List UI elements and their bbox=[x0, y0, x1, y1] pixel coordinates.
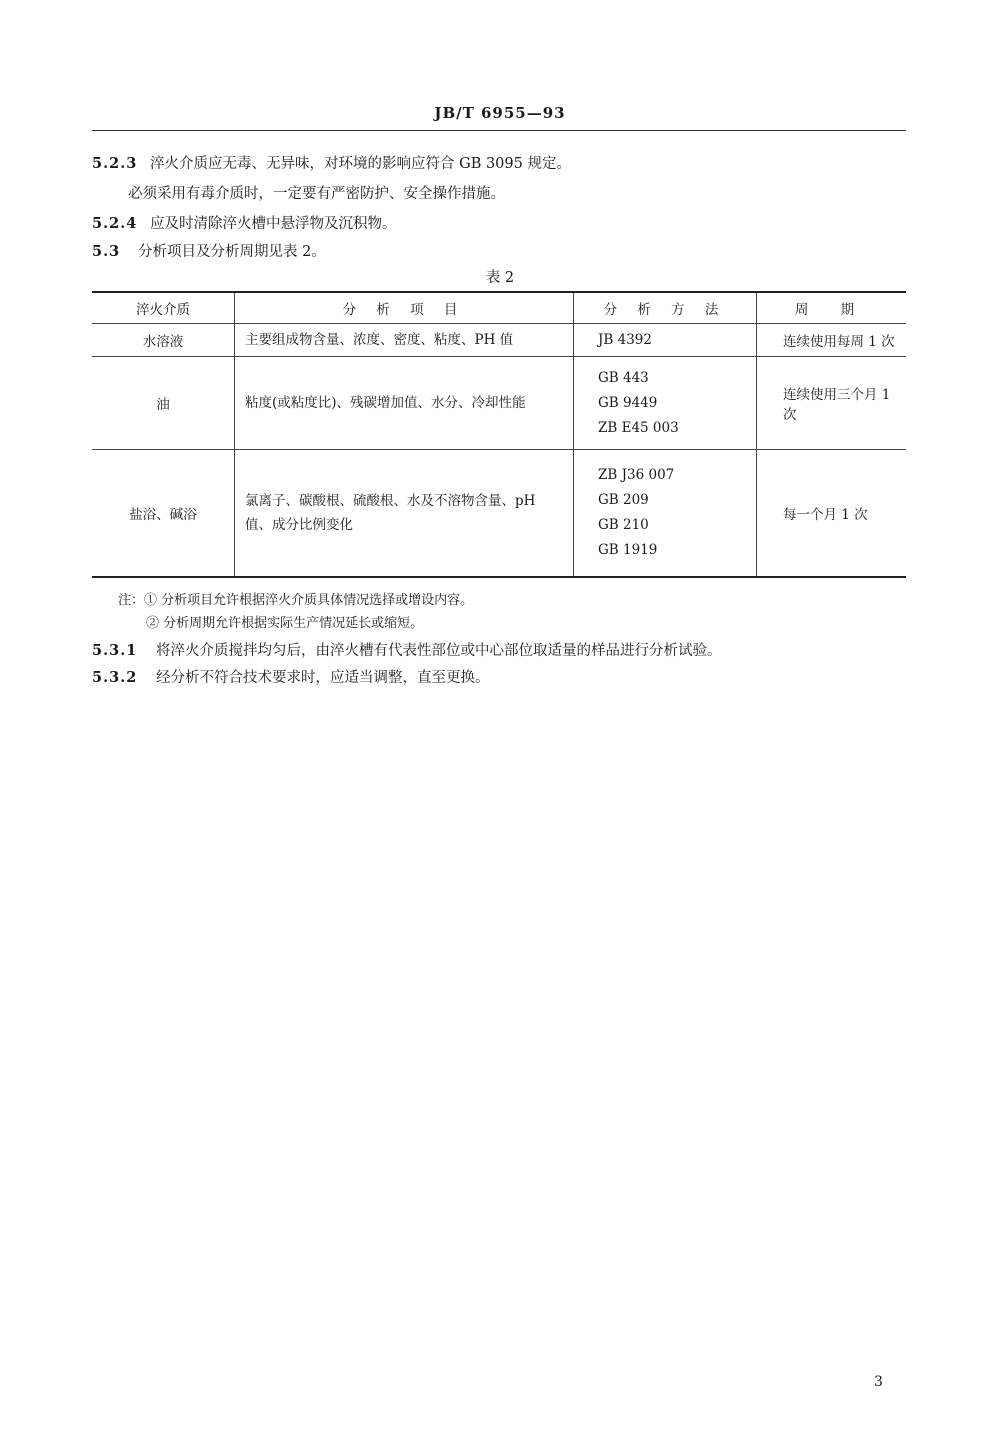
clause-number: 5.3.2 bbox=[92, 669, 138, 686]
methods-cell bbox=[574, 450, 757, 578]
table-caption: 表 2 bbox=[485, 270, 515, 286]
clause-5-2-4 bbox=[92, 212, 397, 233]
header-period: 周 期 bbox=[757, 292, 907, 324]
period-cell: 连续使用三个月 1 次 bbox=[757, 357, 907, 450]
clause-text: 分析项目及分析周期见表 2。 bbox=[138, 244, 326, 260]
clause-5-2-3-continuation: 必须采用有毒介质时，一定要有严密防护、安全操作措施。 bbox=[128, 186, 505, 202]
analysis-table bbox=[92, 291, 906, 578]
table-header-row bbox=[92, 292, 906, 324]
period-cell: 连续使用每周 1 次 bbox=[757, 324, 907, 357]
items-cell: 主要组成物含量、浓度、密度、粘度、PH 值 bbox=[235, 324, 574, 357]
clause-5-3-1 bbox=[92, 639, 722, 660]
table-note-2: ② 分析周期允许根据实际生产情况延长或缩短。 bbox=[146, 616, 424, 631]
clause-text: 应及时清除淬火槽中悬浮物及沉积物。 bbox=[150, 216, 397, 232]
methods-cell bbox=[574, 357, 757, 450]
clause-text: 将淬火介质搅拌均匀后，由淬火槽有代表性部位或中心部位取适量的样品进行分析试验。 bbox=[156, 643, 722, 659]
method-code: GB 443 bbox=[598, 369, 649, 386]
items-cell: 粘度(或粘度比)、残碳增加值、水分、冷却性能 bbox=[235, 357, 574, 450]
table-note-1: 注：① 分析项目允许根据淬火介质具体情况选择或增设内容。 bbox=[118, 593, 474, 608]
clause-text: 经分析不符合技术要求时，应适当调整，直至更换。 bbox=[156, 670, 490, 686]
methods-cell bbox=[574, 324, 757, 357]
header-rule bbox=[92, 130, 906, 131]
clause-5-2-3 bbox=[92, 152, 571, 173]
table-row bbox=[92, 324, 906, 357]
medium-cell: 水溶液 bbox=[92, 324, 235, 357]
method-code: GB 1919 bbox=[598, 542, 658, 558]
clause-text: 淬火介质应无毒、无异味，对环境的影响应符合 GB 3095 规定。 bbox=[150, 156, 571, 172]
clause-number: 5.2.4 bbox=[92, 215, 138, 232]
page-number: 3 bbox=[874, 1374, 883, 1390]
header-medium: 淬火介质 bbox=[92, 292, 235, 324]
medium-cell: 油 bbox=[92, 357, 235, 450]
method-code: GB 209 bbox=[598, 492, 649, 508]
clause-5-3-2 bbox=[92, 666, 490, 687]
period-cell: 每一个月 1 次 bbox=[757, 450, 907, 578]
method-code: ZB E45 003 bbox=[598, 419, 679, 436]
method-code: JB 4392 bbox=[598, 331, 652, 348]
header-items: 分 析 项 目 bbox=[235, 292, 574, 324]
clause-number: 5.3 bbox=[92, 243, 121, 260]
table-row bbox=[92, 357, 906, 450]
header-methods: 分 析 方 法 bbox=[574, 292, 757, 324]
clause-5-3 bbox=[92, 240, 326, 261]
items-cell: 氯离子、碳酸根、硫酸根、水及不溶物含量、pH 值、成分比例变化 bbox=[235, 450, 574, 578]
medium-cell: 盐浴、碱浴 bbox=[92, 450, 235, 578]
clause-number: 5.3.1 bbox=[92, 642, 138, 659]
method-code: ZB J36 007 bbox=[598, 467, 675, 483]
table-row bbox=[92, 450, 906, 578]
document-code-header: JB/T 6955—93 bbox=[434, 104, 566, 122]
clause-number: 5.2.3 bbox=[92, 155, 138, 172]
method-code: GB 9449 bbox=[598, 394, 658, 411]
method-code: GB 210 bbox=[598, 517, 649, 533]
